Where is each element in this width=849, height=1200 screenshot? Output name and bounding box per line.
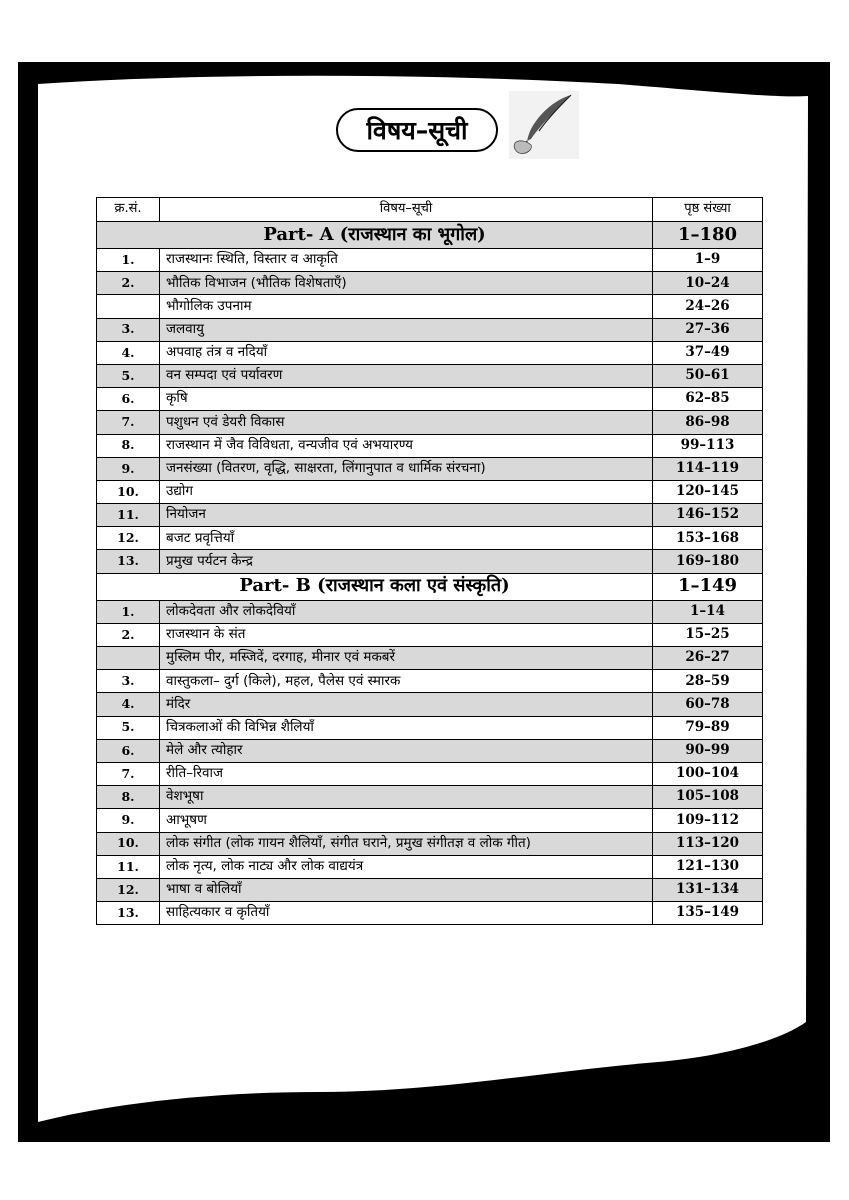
row-topic: बजट प्रवृत्तियाँ bbox=[160, 527, 653, 550]
row-pages: 121–130 bbox=[653, 855, 763, 878]
row-topic: चित्रकलाओं की विभिन्न शैलियाँ bbox=[160, 716, 653, 739]
row-topic: अपवाह तंत्र व नदियाँ bbox=[160, 341, 653, 364]
row-pages: 50–61 bbox=[653, 364, 763, 387]
row-pages: 60–78 bbox=[653, 693, 763, 716]
row-topic: मंदिर bbox=[160, 693, 653, 716]
table-row bbox=[97, 457, 763, 480]
row-pages: 120–145 bbox=[653, 480, 763, 503]
row-pages: 15–25 bbox=[653, 623, 763, 646]
row-sno: 13. bbox=[97, 550, 160, 573]
row-topic: जलवायु bbox=[160, 318, 653, 341]
row-pages: 100–104 bbox=[653, 762, 763, 785]
quill-pen-icon bbox=[509, 91, 579, 159]
page-title: विषय–सूची bbox=[336, 108, 498, 152]
table-row bbox=[97, 693, 763, 716]
table-row bbox=[97, 878, 763, 901]
row-topic: लोक नृत्य, लोक नाट्य और लोक वाद्ययंत्र bbox=[160, 855, 653, 878]
row-sno: 1. bbox=[97, 249, 160, 272]
table-row bbox=[97, 480, 763, 503]
row-topic: पशुधन एवं डेयरी विकास bbox=[160, 411, 653, 434]
row-sno: 11. bbox=[97, 504, 160, 527]
row-sno: 13. bbox=[97, 902, 160, 925]
row-sno: 5. bbox=[97, 716, 160, 739]
row-topic: मुस्लिम पीर, मस्जिदें, दरगाह, मीनार एवं मकबरें bbox=[160, 647, 653, 670]
part-b-label: Part- B (राजस्थान कला एवं संस्कृति) bbox=[97, 573, 653, 600]
row-topic: रीति–रिवाज bbox=[160, 762, 653, 785]
row-sno: 3. bbox=[97, 318, 160, 341]
table-row bbox=[97, 434, 763, 457]
row-pages: 109–112 bbox=[653, 809, 763, 832]
row-sno: 8. bbox=[97, 434, 160, 457]
row-sno: 2. bbox=[97, 623, 160, 646]
row-sno: 10. bbox=[97, 480, 160, 503]
row-pages: 24–26 bbox=[653, 295, 763, 318]
row-sno: 4. bbox=[97, 693, 160, 716]
row-pages: 28–59 bbox=[653, 670, 763, 693]
row-topic: लोक संगीत (लोक गायन शैलियाँ, संगीत घराने, प्रमुख संगीतज्ञ व लोक गीत) bbox=[160, 832, 653, 855]
header-page: पृष्ठ संख्या bbox=[653, 198, 763, 222]
row-topic: भौगोलिक उपनाम bbox=[160, 295, 653, 318]
row-pages: 99–113 bbox=[653, 434, 763, 457]
table-row bbox=[97, 550, 763, 573]
header-sno: क्र.सं. bbox=[97, 198, 160, 222]
table-row bbox=[97, 527, 763, 550]
row-sno: 6. bbox=[97, 388, 160, 411]
row-sno: 2. bbox=[97, 272, 160, 295]
row-pages: 62–85 bbox=[653, 388, 763, 411]
row-pages: 10–24 bbox=[653, 272, 763, 295]
table-row bbox=[97, 716, 763, 739]
table-row bbox=[97, 388, 763, 411]
row-topic: लोकदेवता और लोकदेवियाँ bbox=[160, 600, 653, 623]
row-sno: 7. bbox=[97, 762, 160, 785]
row-topic: प्रमुख पर्यटन केन्द्र bbox=[160, 550, 653, 573]
row-topic: राजस्थान के संत bbox=[160, 623, 653, 646]
table-row bbox=[97, 786, 763, 809]
table-row bbox=[97, 855, 763, 878]
table-row bbox=[97, 623, 763, 646]
table-row bbox=[97, 739, 763, 762]
row-sno: 1. bbox=[97, 600, 160, 623]
row-pages: 135–149 bbox=[653, 902, 763, 925]
row-pages: 153–168 bbox=[653, 527, 763, 550]
row-pages: 105–108 bbox=[653, 786, 763, 809]
row-topic: वास्तुकला– दुर्ग (किले), महल, पैलेस एवं स्मारक bbox=[160, 670, 653, 693]
row-sno bbox=[97, 647, 160, 670]
table-row bbox=[97, 809, 763, 832]
row-topic: नियोजन bbox=[160, 504, 653, 527]
row-topic: जनसंख्या (वितरण, वृद्धि, साक्षरता, लिंगानुपात व धार्मिक संरचना) bbox=[160, 457, 653, 480]
row-pages: 86–98 bbox=[653, 411, 763, 434]
row-topic: आभूषण bbox=[160, 809, 653, 832]
table-row bbox=[97, 504, 763, 527]
row-topic: उद्योग bbox=[160, 480, 653, 503]
row-topic: राजस्थानः स्थिति, विस्तार व आकृति bbox=[160, 249, 653, 272]
row-pages: 1–14 bbox=[653, 600, 763, 623]
row-pages: 26–27 bbox=[653, 647, 763, 670]
row-sno: 8. bbox=[97, 786, 160, 809]
part-b-pages: 1–149 bbox=[653, 573, 763, 600]
table-row bbox=[97, 318, 763, 341]
row-sno: 4. bbox=[97, 341, 160, 364]
part-b-row bbox=[97, 573, 763, 600]
table-row bbox=[97, 411, 763, 434]
row-sno bbox=[97, 295, 160, 318]
row-sno: 7. bbox=[97, 411, 160, 434]
row-sno: 12. bbox=[97, 878, 160, 901]
row-topic: वेशभूषा bbox=[160, 786, 653, 809]
row-topic: वन सम्पदा एवं पर्यावरण bbox=[160, 364, 653, 387]
row-pages: 1–9 bbox=[653, 249, 763, 272]
row-pages: 27–36 bbox=[653, 318, 763, 341]
toc-table bbox=[96, 197, 763, 925]
table-row bbox=[97, 249, 763, 272]
row-sno: 3. bbox=[97, 670, 160, 693]
row-sno: 10. bbox=[97, 832, 160, 855]
table-row bbox=[97, 902, 763, 925]
table-row bbox=[97, 341, 763, 364]
row-topic: साहित्यकार व कृतियाँ bbox=[160, 902, 653, 925]
row-sno: 6. bbox=[97, 739, 160, 762]
row-topic: भौतिक विभाजन (भौतिक विशेषताएँ) bbox=[160, 272, 653, 295]
table-row bbox=[97, 647, 763, 670]
table-header-row bbox=[97, 198, 763, 222]
row-pages: 131–134 bbox=[653, 878, 763, 901]
row-pages: 113–120 bbox=[653, 832, 763, 855]
row-pages: 37–49 bbox=[653, 341, 763, 364]
table-row bbox=[97, 832, 763, 855]
table-row bbox=[97, 364, 763, 387]
row-topic: कृषि bbox=[160, 388, 653, 411]
row-pages: 146–152 bbox=[653, 504, 763, 527]
row-sno: 5. bbox=[97, 364, 160, 387]
table-row bbox=[97, 600, 763, 623]
part-a-row bbox=[97, 222, 763, 249]
table-row bbox=[97, 670, 763, 693]
header-topic: विषय–सूची bbox=[160, 198, 653, 222]
row-pages: 79–89 bbox=[653, 716, 763, 739]
part-a-label: Part- A (राजस्थान का भूगोल) bbox=[97, 222, 653, 249]
row-sno: 11. bbox=[97, 855, 160, 878]
row-pages: 90–99 bbox=[653, 739, 763, 762]
row-topic: मेले और त्योहार bbox=[160, 739, 653, 762]
table-row bbox=[97, 295, 763, 318]
row-sno: 9. bbox=[97, 809, 160, 832]
table-row bbox=[97, 272, 763, 295]
row-topic: भाषा व बोलियाँ bbox=[160, 878, 653, 901]
row-topic: राजस्थान में जैव विविधता, वन्यजीव एवं अभयारण्य bbox=[160, 434, 653, 457]
row-pages: 169–180 bbox=[653, 550, 763, 573]
row-sno: 12. bbox=[97, 527, 160, 550]
row-sno: 9. bbox=[97, 457, 160, 480]
row-pages: 114–119 bbox=[653, 457, 763, 480]
table-row bbox=[97, 762, 763, 785]
part-a-pages: 1–180 bbox=[653, 222, 763, 249]
